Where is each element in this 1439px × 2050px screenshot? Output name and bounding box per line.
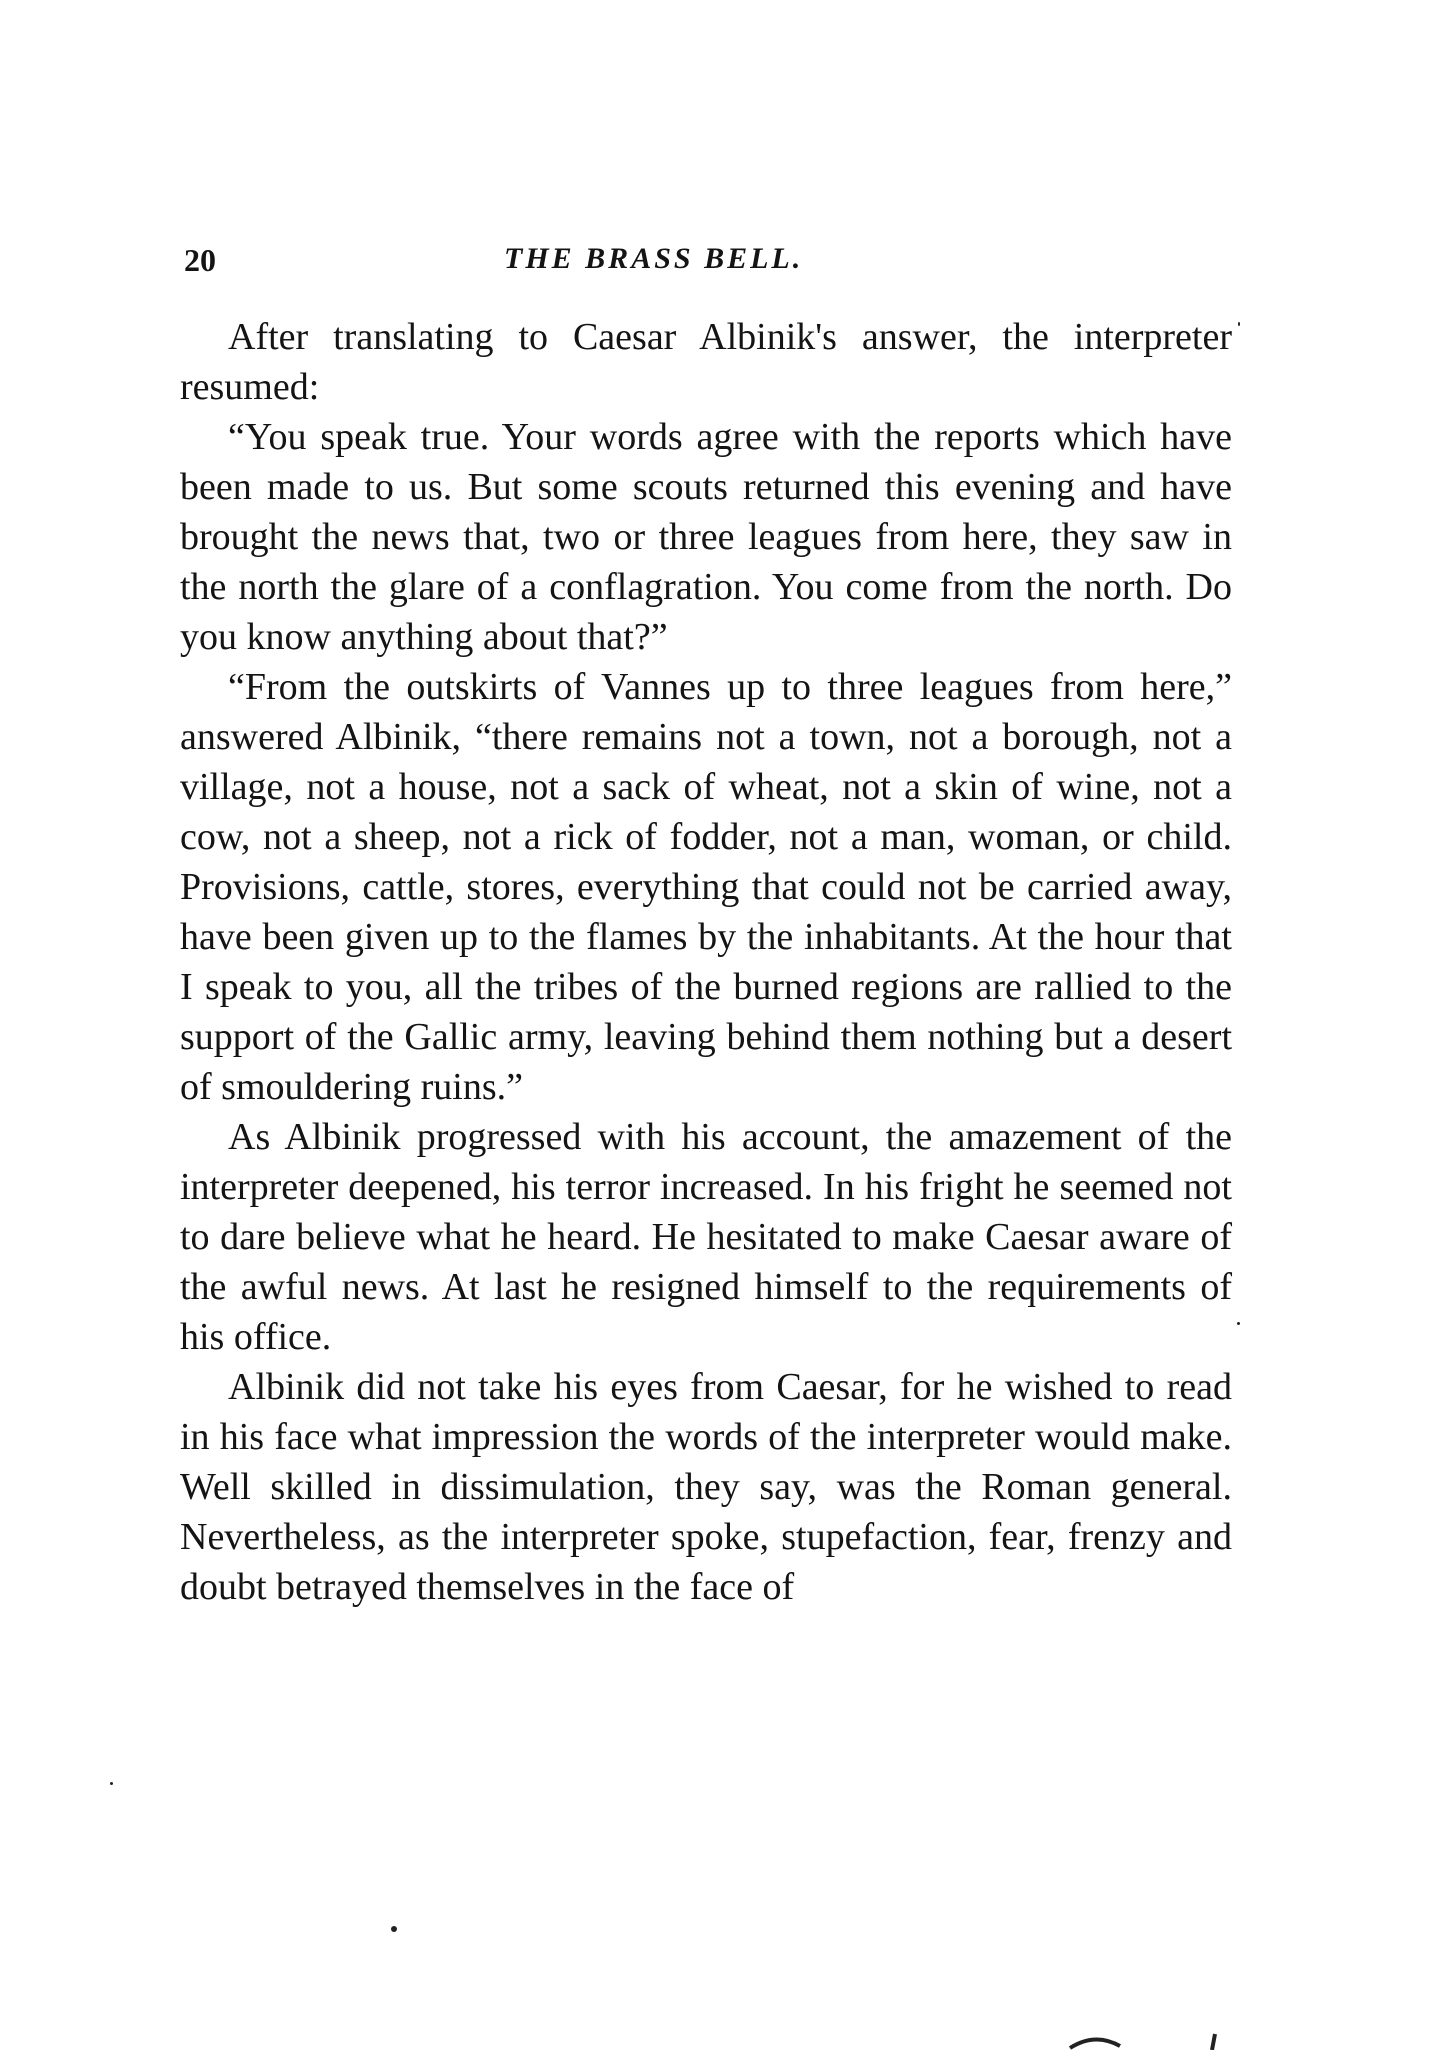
paragraph: “You speak true. Your words agree with the reports which have been made to us. But some scouts returned this evening and have brought the news that, two or three leagues from here, they saw in the north the glare of a conflagration. You come from the north. Do you know anything about that?”	[180, 416, 1232, 658]
catchword-fragment	[1050, 2030, 1250, 2050]
scan-speck	[110, 1782, 113, 1785]
body-text	[180, 312, 1232, 1612]
paragraph: As Albinik progressed with his account, the amazement of the interpreter deepened, his terror increased. In his fright he seemed not to dare believe what he heard. He hesitated to make Caesar aware of the awful news. At last he resigned himself to the requirements of his office.	[180, 1116, 1232, 1358]
running-head	[184, 242, 1234, 286]
running-title: THE BRASS BELL.	[504, 242, 804, 275]
page-number: 20	[184, 242, 216, 278]
scan-speck	[1238, 322, 1240, 326]
paragraph: After translating to Caesar Albinik's answer, the interpreter resumed:	[180, 316, 1232, 408]
scan-speck	[391, 1926, 397, 1932]
scan-speck	[1237, 1322, 1240, 1325]
paragraph: “From the outskirts of Vannes up to three leagues from here,” answered Albinik, “there remains not a town, not a borough, not a village, not a house, not a sack of wheat, not a skin of wine, not a cow, not a sheep, not a rick of fodder, not a man, woman, or child. Provisions, cattle, stores, everything that could not be carried away, have been given up to the flames by the inhabitants. At the hour that I speak to you, all the tribes of the burned regions are rallied to the support of the Gallic army, leaving behind them nothing but a desert of smouldering ruins.”	[180, 666, 1232, 1108]
paragraph: Albinik did not take his eyes from Caesar, for he wished to read in his face what impression the words of the interpreter would make. Well skilled in dissimulation, they say, was the Roman general. Nevertheless, as the interpreter spoke, stupefaction, fear, frenzy and doubt betrayed themselves in the face of	[180, 1366, 1232, 1608]
